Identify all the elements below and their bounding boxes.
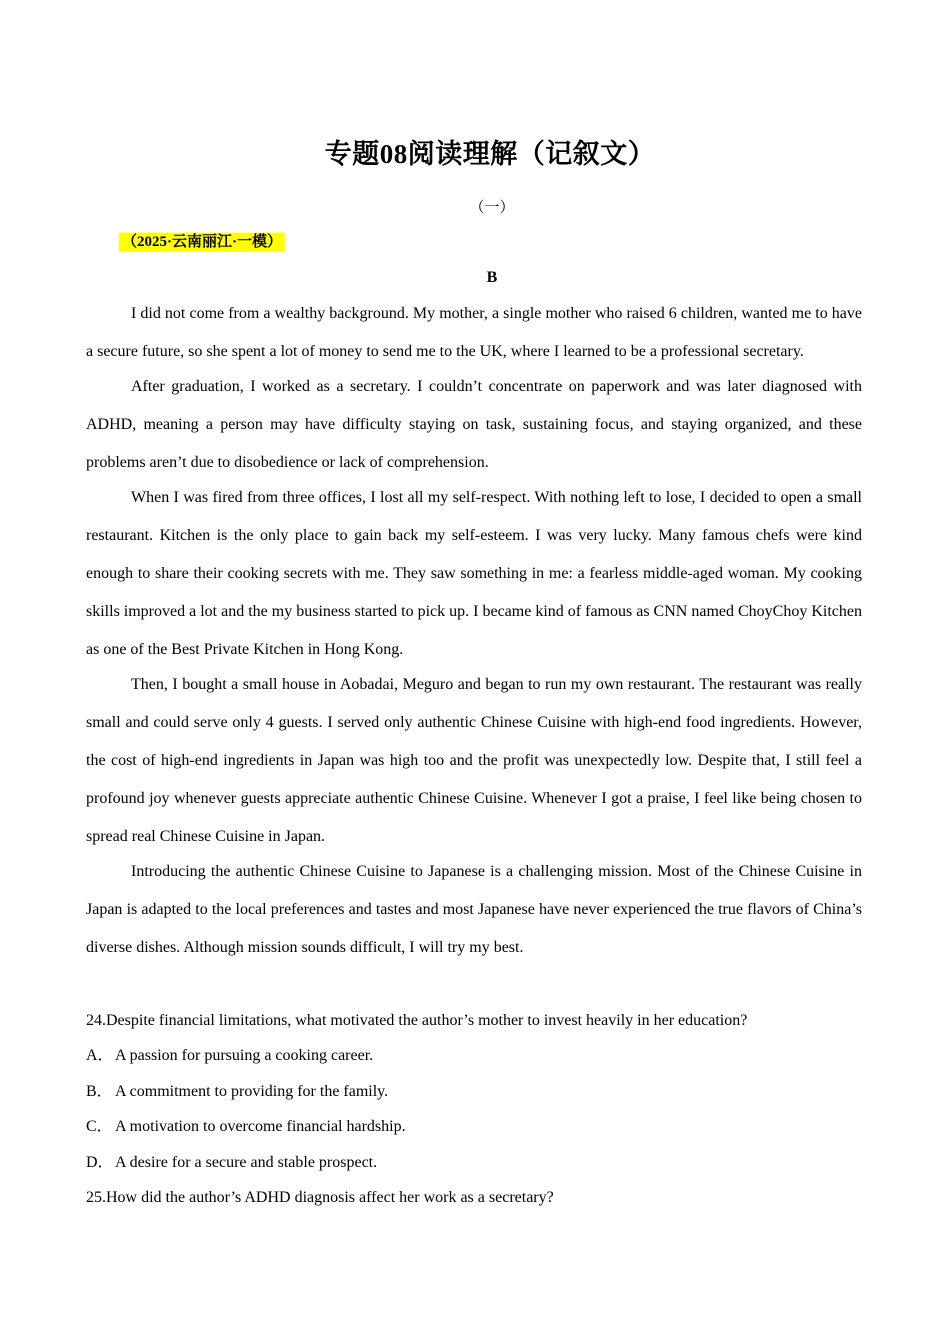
option-text: A desire for a secure and stable prospect. xyxy=(115,1153,378,1171)
question-list xyxy=(86,1003,862,1215)
option-letter: D． xyxy=(86,1153,114,1171)
option-text: A passion for pursuing a cooking career. xyxy=(115,1047,374,1065)
passage-paragraph-1: I did not come from a wealthy background. My mother, a single mother who raised 6 children, wanted me to have a secure future, so she spent a lot of money to send me to the UK, where I learned to be a professional secretary. xyxy=(86,305,862,360)
question-24-stem: 24.Despite financial limitations, what motivated the author’s mother to invest heavily in her education? xyxy=(86,1012,748,1029)
option-letter: B． xyxy=(86,1082,113,1100)
question-24-option-b xyxy=(86,1074,862,1109)
source-tag: （2025·云南丽江·一模） xyxy=(119,233,285,252)
question-25-stem: 25.How did the author’s ADHD diagnosis affect her work as a secretary? xyxy=(86,1189,554,1207)
section-number: （一） xyxy=(469,200,515,216)
question-24-option-a xyxy=(86,1038,862,1073)
option-text: A commitment to providing for the family. xyxy=(115,1082,389,1100)
reading-passage xyxy=(86,295,862,964)
question-24-option-d xyxy=(86,1145,862,1180)
option-text: A motivation to overcome financial hardship. xyxy=(115,1118,406,1136)
option-letter: A． xyxy=(86,1047,114,1065)
passage-paragraph-3: When I was fired from three offices, I lost all my self-respect. With nothing left to lose, I decided to open a small restaurant. Kitchen is the only place to gain back my self-esteem. I was very lucky. Many famous chefs were kind enough to share their cooking secrets with me. They saw something in me: a fearless middle-aged woman. My cooking skills improved a lot and the my business started to pick up. I became kind of famous as CNN named ChoyChoy Kitchen as one of the Best Private Kitchen in Hong Kong. xyxy=(86,489,862,658)
passage-paragraph-5: Introducing the authentic Chinese Cuisine to Japanese is a challenging mission. Most of the Chinese Cuisine in Japan is adapted to the local preferences and tastes and most Japanese have never experienced the true flavors of China’s diverse dishes. Although mission sounds difficult, I will try my best. xyxy=(86,863,862,956)
part-label: B xyxy=(486,269,498,286)
passage-paragraph-4: Then, I bought a small house in Aobadai, Meguro and began to run my own restaurant. The restaurant was really small and could serve only 4 guests. I served only authentic Chinese Cuisine with high-end food ingredients. However, the cost of high-end ingredients in Japan was high too and the profit was unexpectedly low. Despite that, I still feel a profound joy whenever guests appreciate authentic Chinese Cuisine. Whenever I got a praise, I feel like being chosen to spread real Chinese Cuisine in Japan. xyxy=(86,676,862,845)
option-letter: C． xyxy=(86,1118,113,1136)
passage-paragraph-2: After graduation, I worked as a secretary. I couldn’t concentrate on paperwork and was later diagnosed with ADHD, meaning a person may have difficulty staying on task, sustaining focus, and staying organized, and these problems aren’t due to disobedience or lack of comprehension. xyxy=(86,378,862,471)
question-24-option-c xyxy=(86,1109,862,1144)
document-title: 专题08阅读理解（记叙文） xyxy=(324,139,656,169)
